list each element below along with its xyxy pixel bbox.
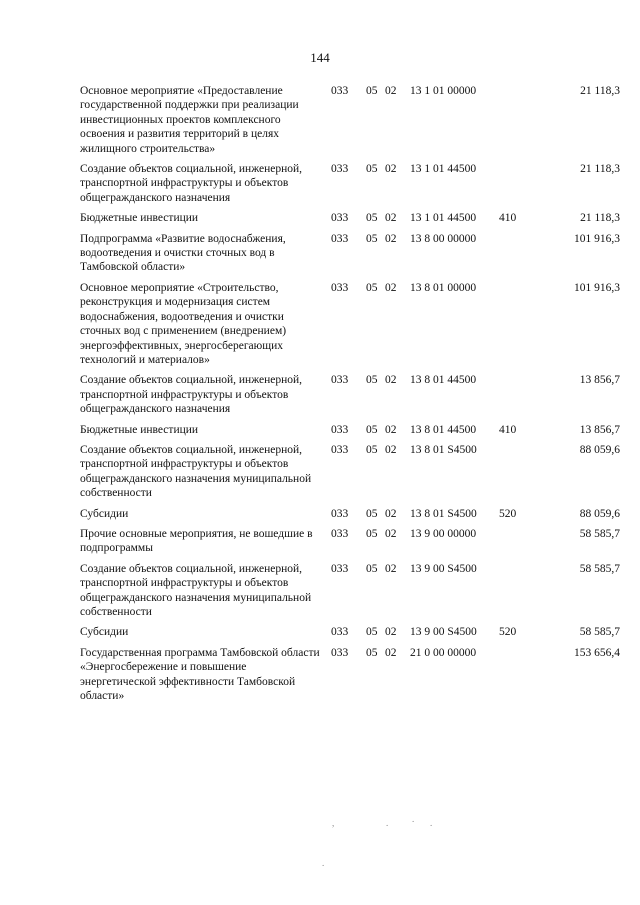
table-row [80, 527, 620, 556]
row-subsection-code: 02 [385, 163, 397, 176]
row-section-code: 05 [366, 562, 378, 575]
row-target-article: 13 8 01 S4500 [410, 507, 477, 520]
row-target-article: 13 9 00 S4500 [410, 562, 477, 575]
row-name: Государственная программа Тамбовской области «Энергосбережение и повышение энергетической эффективности Тамбовской области» [80, 646, 320, 703]
row-ministry-code: 033 [331, 232, 349, 245]
row-target-article: 13 1 01 00000 [410, 85, 477, 97]
row-amount: 21 118,3 [580, 85, 620, 97]
row-name: Основное мероприятие «Предоставление государственной поддержки при реализации инвестиционных проектов комплексного освоения и развития территорий в целях жилищного строительства» [80, 85, 299, 155]
row-subsection-code: 02 [385, 374, 397, 387]
row-amount: 58 585,7 [579, 562, 620, 575]
row-section-code: 05 [366, 374, 378, 387]
row-section-code: 05 [366, 507, 378, 520]
row-section-code: 05 [366, 527, 378, 540]
row-name: Подпрограмма «Развитие водоснабжения, водоотведения и очистки сточных вод в Тамбовской области» [80, 232, 286, 274]
scan-artifact-mark: . [430, 818, 433, 828]
row-section-code: 05 [366, 232, 378, 245]
budget-table [80, 84, 620, 709]
row-amount: 21 118,3 [580, 212, 620, 225]
row-ministry-code: 033 [331, 374, 349, 387]
row-amount: 101 916,3 [574, 281, 620, 294]
row-amount: 88 059,6 [579, 507, 620, 520]
row-subsection-code: 02 [385, 423, 397, 436]
row-name: Бюджетные инвестиции [80, 423, 199, 436]
row-section-code: 05 [366, 212, 378, 225]
row-name: Субсидии [80, 507, 129, 520]
row-section-code: 05 [366, 85, 378, 97]
row-subsection-code: 02 [385, 281, 397, 294]
row-target-article: 13 9 00 S4500 [410, 626, 477, 639]
row-name: Бюджетные инвестиции [80, 212, 199, 225]
row-expense-type: 410 [499, 423, 517, 436]
row-name: Прочие основные мероприятия, не вошедшие в подпрограммы [80, 527, 313, 555]
row-subsection-code: 02 [385, 626, 397, 639]
row-subsection-code: 02 [385, 85, 397, 97]
row-ministry-code: 033 [331, 646, 349, 659]
row-section-code: 05 [366, 443, 378, 456]
row-amount: 21 118,3 [580, 163, 620, 176]
table-row [80, 443, 620, 501]
table-row [80, 373, 620, 416]
row-ministry-code: 033 [331, 281, 349, 294]
row-target-article: 13 1 01 44500 [410, 212, 477, 225]
row-subsection-code: 02 [385, 527, 397, 540]
row-target-article: 21 0 00 00000 [410, 646, 477, 659]
row-ministry-code: 033 [331, 423, 349, 436]
row-ministry-code: 033 [331, 507, 349, 520]
row-amount: 88 059,6 [579, 443, 620, 456]
row-target-article: 13 8 01 44500 [410, 423, 477, 436]
row-name: Основное мероприятие «Строительство, реконструкция и модернизация систем водоснабжения, водоотведения и очистки сточных вод с применением (внедрением) энергоэффективных, энергосберегающих технологий и материалов» [80, 281, 287, 366]
scan-artifact-mark: . [412, 814, 415, 824]
row-target-article: 13 1 01 44500 [410, 163, 477, 176]
table-row [80, 84, 620, 156]
row-ministry-code: 033 [331, 212, 349, 225]
row-target-article: 13 8 01 00000 [410, 281, 477, 294]
table-row [80, 211, 620, 225]
row-amount: 58 585,7 [579, 626, 620, 639]
page-number: 144 [310, 50, 330, 65]
row-section-code: 05 [366, 646, 378, 659]
row-target-article: 13 9 00 00000 [410, 527, 477, 540]
row-ministry-code: 033 [331, 85, 349, 97]
row-amount: 13 856,7 [579, 423, 620, 436]
row-expense-type: 520 [499, 507, 517, 520]
scan-artifact-mark: . [386, 818, 389, 828]
scan-artifact-mark: . [322, 858, 325, 868]
table-row [80, 232, 620, 275]
row-amount: 58 585,7 [579, 527, 620, 540]
row-section-code: 05 [366, 626, 378, 639]
table-row [80, 281, 620, 367]
row-section-code: 05 [366, 281, 378, 294]
row-target-article: 13 8 01 44500 [410, 374, 477, 387]
table-row [80, 423, 620, 437]
row-target-article: 13 8 01 S4500 [410, 443, 477, 456]
row-ministry-code: 033 [331, 562, 349, 575]
row-subsection-code: 02 [385, 443, 397, 456]
table-row [80, 625, 620, 639]
row-amount: 13 856,7 [579, 374, 620, 387]
scan-artifact-mark: , [332, 818, 335, 828]
row-name: Создание объектов социальной, инженерной, транспортной инфраструктуры и объектов общегражданского назначения [80, 163, 303, 204]
row-section-code: 05 [366, 423, 378, 436]
row-amount: 101 916,3 [574, 232, 620, 245]
row-subsection-code: 02 [385, 212, 397, 225]
row-subsection-code: 02 [385, 507, 397, 520]
row-subsection-code: 02 [385, 232, 397, 245]
table-row [80, 507, 620, 521]
row-target-article: 13 8 00 00000 [410, 232, 477, 245]
row-subsection-code: 02 [385, 562, 397, 575]
row-ministry-code: 033 [331, 527, 349, 540]
row-subsection-code: 02 [385, 646, 397, 659]
row-section-code: 05 [366, 163, 378, 176]
row-ministry-code: 033 [331, 443, 349, 456]
row-expense-type: 520 [499, 626, 517, 639]
row-name: Создание объектов социальной, инженерной, транспортной инфраструктуры и объектов общегражданского назначения муниципальной собственности [80, 562, 312, 618]
row-name: Создание объектов социальной, инженерной, транспортной инфраструктуры и объектов общегражданского назначения [80, 374, 303, 416]
row-amount: 153 656,4 [574, 646, 620, 659]
row-name: Создание объектов социальной, инженерной, транспортной инфраструктуры и объектов общегражданского назначения муниципальной собственности [80, 443, 312, 500]
row-ministry-code: 033 [331, 626, 349, 639]
table-row [80, 562, 620, 620]
table-row [80, 162, 620, 205]
table-row [80, 646, 620, 704]
row-expense-type: 410 [499, 212, 517, 225]
row-ministry-code: 033 [331, 163, 349, 176]
row-name: Субсидии [80, 626, 129, 639]
